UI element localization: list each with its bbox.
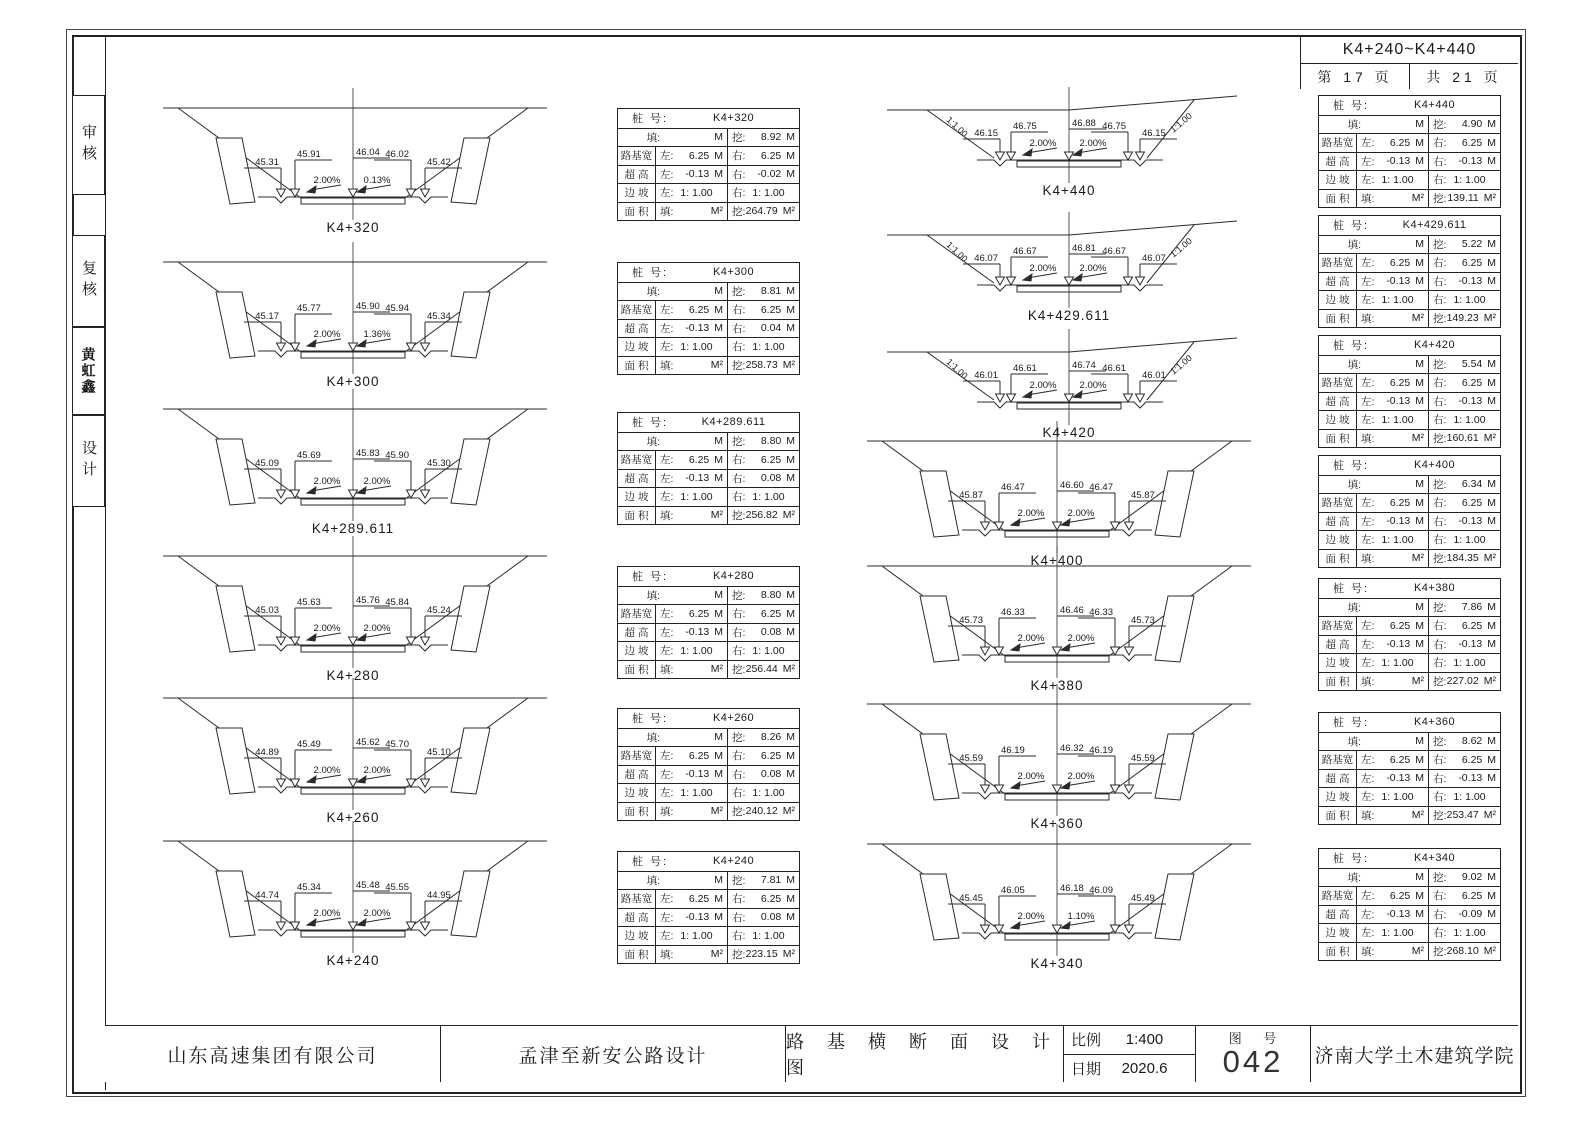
section-table-k4-289.611 xyxy=(617,412,800,525)
scale-label: 比例 xyxy=(1071,1032,1102,1050)
svg-text:45.10: 45.10 xyxy=(427,747,451,758)
section-table-k4-320 xyxy=(617,108,800,221)
row-station: 桩 号: K4+420 xyxy=(1333,339,1456,353)
date-value: 2020.6 xyxy=(1121,1059,1168,1077)
svg-text:K4+280: K4+280 xyxy=(326,668,380,683)
row-area: 面 积 填: M² 挖: 184.35 M² xyxy=(1319,549,1500,568)
row-side-slope: 边 坡 左: 1: 1.00 右: 1: 1.00 xyxy=(618,641,799,660)
svg-text:2.00%: 2.00% xyxy=(1029,138,1057,149)
svg-text:46.46: 46.46 xyxy=(1060,605,1084,616)
svg-text:46.75: 46.75 xyxy=(1102,121,1126,132)
svg-text:45.73: 45.73 xyxy=(1131,615,1155,626)
row-roadbed-width: 路基宽 左: 6.25 M 右: 6.25 M xyxy=(618,450,799,469)
row-area: 面 积 填: M² 挖: 258.73 M² xyxy=(618,356,799,375)
svg-text:K4+320: K4+320 xyxy=(326,220,380,235)
row-roadbed-width: 路基宽 左: 6.25 M 右: 6.25 M xyxy=(618,746,799,765)
svg-text:46.09: 46.09 xyxy=(1089,885,1113,896)
svg-text:45.34: 45.34 xyxy=(297,882,321,893)
svg-text:46.33: 46.33 xyxy=(1001,607,1025,618)
row-superelevation: 超 高 左: -0.13 M 右: 0.08 M xyxy=(618,908,799,927)
svg-text:45.91: 45.91 xyxy=(297,149,321,160)
row-station: 桩 号: K4+360 xyxy=(1333,716,1456,730)
scale-value: 1:400 xyxy=(1125,1031,1164,1049)
page-number: 第 17 页 xyxy=(1317,68,1393,85)
svg-text:45.45: 45.45 xyxy=(959,893,983,904)
svg-text:46.32: 46.32 xyxy=(1060,743,1084,754)
svg-text:1:1.00: 1:1.00 xyxy=(1168,110,1194,135)
svg-text:2.00%: 2.00% xyxy=(1067,633,1095,644)
row-superelevation: 超 高 左: -0.13 M 右: 0.04 M xyxy=(618,319,799,338)
svg-text:2.00%: 2.00% xyxy=(1017,771,1045,782)
svg-text:45.34: 45.34 xyxy=(427,311,451,322)
row-station: 桩 号: K4+380 xyxy=(1333,582,1456,596)
svg-text:46.47: 46.47 xyxy=(1001,482,1025,493)
row-side-slope: 边 坡 左: 1: 1.00 右: 1: 1.00 xyxy=(618,337,799,356)
row-superelevation: 超 高 左: -0.13 M 右: 0.08 M xyxy=(618,623,799,642)
svg-text:46.04: 46.04 xyxy=(356,147,380,158)
row-area: 面 积 填: M² 挖: 227.02 M² xyxy=(1319,672,1500,691)
svg-text:46.19: 46.19 xyxy=(1001,745,1025,756)
svg-text:46.75: 46.75 xyxy=(1013,121,1037,132)
svg-text:45.90: 45.90 xyxy=(385,450,409,461)
row-side-slope: 边 坡 左: 1: 1.00 右: 1: 1.00 xyxy=(1319,290,1500,309)
svg-text:45.94: 45.94 xyxy=(385,303,409,314)
row-superelevation: 超 高 左: -0.13 M 右: -0.09 M xyxy=(1319,905,1500,924)
svg-text:46.47: 46.47 xyxy=(1089,482,1113,493)
svg-text:K4+440: K4+440 xyxy=(1042,183,1096,198)
cross-section-k4-320 xyxy=(158,86,553,238)
row-roadbed-width: 路基宽 左: 6.25 M 右: 6.25 M xyxy=(1319,750,1500,769)
svg-text:45.42: 45.42 xyxy=(427,157,451,168)
svg-text:45.69: 45.69 xyxy=(297,450,321,461)
svg-text:K4+380: K4+380 xyxy=(1030,678,1084,693)
row-fill-cut: 填: M 挖: 8.80 M xyxy=(618,432,799,451)
svg-text:45.03: 45.03 xyxy=(255,605,279,616)
row-station: 桩 号: K4+280 xyxy=(632,570,755,584)
svg-text:2.00%: 2.00% xyxy=(1017,508,1045,519)
row-fill-cut: 填: M 挖: 7.81 M xyxy=(618,871,799,890)
svg-text:K4+340: K4+340 xyxy=(1030,956,1084,971)
cross-section-k4-380 xyxy=(862,544,1257,696)
svg-text:2.00%: 2.00% xyxy=(1079,138,1107,149)
svg-text:46.02: 46.02 xyxy=(385,149,409,160)
page-total: 共 21 页 xyxy=(1409,64,1518,89)
svg-text:46.05: 46.05 xyxy=(1001,885,1025,896)
section-table-k4-340 xyxy=(1318,848,1501,961)
svg-text:45.48: 45.48 xyxy=(356,880,380,891)
row-superelevation: 超 高 左: -0.13 M 右: -0.13 M xyxy=(1319,152,1500,171)
row-side-slope: 边 坡 左: 1: 1.00 右: 1: 1.00 xyxy=(1319,410,1500,429)
row-fill-cut: 填: M 挖: 5.22 M xyxy=(1319,235,1500,254)
svg-text:44.95: 44.95 xyxy=(427,890,451,901)
svg-text:45.49: 45.49 xyxy=(1131,893,1155,904)
svg-text:45.62: 45.62 xyxy=(356,737,380,748)
svg-text:K4+429.611: K4+429.611 xyxy=(1027,308,1111,323)
row-station: 桩 号: K4+440 xyxy=(1333,99,1456,113)
row-station: 桩 号: K4+289.611 xyxy=(632,416,766,430)
row-fill-cut: 填: M 挖: 7.86 M xyxy=(1319,598,1500,617)
binding-margin-line xyxy=(105,35,106,1090)
svg-text:2.00%: 2.00% xyxy=(313,765,341,776)
row-fill-cut: 填: M 挖: 8.62 M xyxy=(1319,732,1500,751)
svg-text:46.88: 46.88 xyxy=(1072,118,1096,129)
sidebar-label: 复核 xyxy=(80,260,97,302)
svg-text:45.59: 45.59 xyxy=(1131,753,1155,764)
svg-text:K4+260: K4+260 xyxy=(326,810,380,825)
section-table-k4-300 xyxy=(617,262,800,375)
svg-text:45.17: 45.17 xyxy=(255,311,279,322)
row-superelevation: 超 高 左: -0.13 M 右: -0.13 M xyxy=(1319,635,1500,654)
svg-text:1:1.00: 1:1.00 xyxy=(944,114,970,139)
svg-text:45.49: 45.49 xyxy=(297,739,321,750)
row-roadbed-width: 路基宽 左: 6.25 M 右: 6.25 M xyxy=(618,889,799,908)
svg-text:46.15: 46.15 xyxy=(974,128,998,139)
scale-date-cell xyxy=(1063,1026,1195,1082)
svg-text:45.84: 45.84 xyxy=(385,597,409,608)
svg-text:46.67: 46.67 xyxy=(1102,246,1126,257)
svg-text:44.89: 44.89 xyxy=(255,747,279,758)
svg-text:K4+360: K4+360 xyxy=(1030,816,1084,831)
row-station: 桩 号: K4+320 xyxy=(632,112,755,126)
sidebar-label: 审核 xyxy=(80,124,97,166)
row-roadbed-width: 路基宽 左: 6.25 M 右: 6.25 M xyxy=(1319,253,1500,272)
sidebar-box-2 xyxy=(72,235,105,327)
svg-text:45.09: 45.09 xyxy=(255,458,279,469)
row-fill-cut: 填: M 挖: 4.90 M xyxy=(1319,115,1500,134)
section-table-k4-400 xyxy=(1318,455,1501,568)
row-station: 桩 号: K4+300 xyxy=(632,266,755,280)
row-fill-cut: 填: M 挖: 8.92 M xyxy=(618,128,799,147)
svg-text:2.00%: 2.00% xyxy=(313,623,341,634)
section-table-k4-260 xyxy=(617,708,800,821)
row-area: 面 积 填: M² 挖: 264.79 M² xyxy=(618,202,799,221)
svg-text:46.18: 46.18 xyxy=(1060,883,1084,894)
company-name: 山东高速集团有限公司 xyxy=(167,1045,378,1067)
section-table-k4-429.611 xyxy=(1318,215,1501,328)
svg-text:2.00%: 2.00% xyxy=(363,623,391,634)
svg-text:45.90: 45.90 xyxy=(356,301,380,312)
svg-text:2.00%: 2.00% xyxy=(313,908,341,919)
row-roadbed-width: 路基宽 左: 6.25 M 右: 6.25 M xyxy=(618,146,799,165)
svg-text:1.36%: 1.36% xyxy=(363,329,391,340)
svg-text:2.00%: 2.00% xyxy=(363,908,391,919)
project-name: 孟津至新安公路设计 xyxy=(440,1026,785,1082)
svg-text:46.81: 46.81 xyxy=(1072,243,1096,254)
row-superelevation: 超 高 左: -0.13 M 右: 0.08 M xyxy=(618,469,799,488)
svg-text:45.87: 45.87 xyxy=(959,490,983,501)
sheet-number-cell xyxy=(1195,1026,1310,1082)
sidebar-label: 设计 xyxy=(80,440,97,482)
row-roadbed-width: 路基宽 左: 6.25 M 右: 6.25 M xyxy=(1319,616,1500,635)
svg-text:2.00%: 2.00% xyxy=(1029,380,1057,391)
svg-text:46.01: 46.01 xyxy=(1142,370,1166,381)
svg-text:2.00%: 2.00% xyxy=(313,175,341,186)
row-roadbed-width: 路基宽 左: 6.25 M 右: 6.25 M xyxy=(618,604,799,623)
svg-text:45.83: 45.83 xyxy=(356,448,380,459)
sidebar-box-3 xyxy=(72,327,105,415)
row-superelevation: 超 高 左: -0.13 M 右: -0.13 M xyxy=(1319,272,1500,291)
cross-section-k4-260 xyxy=(158,676,553,828)
row-roadbed-width: 路基宽 左: 6.25 M 右: 6.25 M xyxy=(1319,133,1500,152)
row-fill-cut: 填: M 挖: 6.34 M xyxy=(1319,475,1500,494)
row-superelevation: 超 高 左: -0.13 M 右: -0.02 M xyxy=(618,165,799,184)
section-table-k4-240 xyxy=(617,851,800,964)
svg-text:2.00%: 2.00% xyxy=(1067,508,1095,519)
cross-section-k4-360 xyxy=(862,682,1257,834)
svg-text:46.61: 46.61 xyxy=(1102,363,1126,374)
row-superelevation: 超 高 左: -0.13 M 右: -0.13 M xyxy=(1319,512,1500,531)
svg-text:46.15: 46.15 xyxy=(1142,128,1166,139)
row-side-slope: 边 坡 左: 1: 1.00 右: 1: 1.00 xyxy=(1319,653,1500,672)
svg-text:K4+300: K4+300 xyxy=(326,374,380,389)
date-label: 日期 xyxy=(1071,1060,1102,1078)
scale-row xyxy=(1064,1026,1195,1054)
svg-text:46.19: 46.19 xyxy=(1089,745,1113,756)
section-table-k4-420 xyxy=(1318,335,1501,448)
page-indicator xyxy=(1301,64,1518,89)
svg-text:45.24: 45.24 xyxy=(427,605,451,616)
svg-text:2.00%: 2.00% xyxy=(1079,263,1107,274)
row-station: 桩 号: K4+429.611 xyxy=(1333,219,1467,233)
svg-text:45.77: 45.77 xyxy=(297,303,321,314)
row-area: 面 积 填: M² 挖: 149.23 M² xyxy=(1319,309,1500,328)
row-fill-cut: 填: M 挖: 9.02 M xyxy=(1319,868,1500,887)
section-table-k4-380 xyxy=(1318,578,1501,691)
row-side-slope: 边 坡 左: 1: 1.00 右: 1: 1.00 xyxy=(618,487,799,506)
svg-text:2.00%: 2.00% xyxy=(313,476,341,487)
svg-text:2.00%: 2.00% xyxy=(363,476,391,487)
svg-text:1:1.00: 1:1.00 xyxy=(944,356,970,381)
cross-section-k4-340 xyxy=(862,822,1257,974)
row-side-slope: 边 坡 左: 1: 1.00 右: 1: 1.00 xyxy=(1319,923,1500,942)
svg-text:46.61: 46.61 xyxy=(1013,363,1037,374)
svg-text:2.00%: 2.00% xyxy=(1017,633,1045,644)
row-fill-cut: 填: M 挖: 8.80 M xyxy=(618,586,799,605)
row-area: 面 积 填: M² 挖: 253.47 M² xyxy=(1319,806,1500,825)
section-table-k4-280 xyxy=(617,566,800,679)
row-station: 桩 号: K4+260 xyxy=(632,712,755,726)
svg-text:K4+400: K4+400 xyxy=(1030,553,1084,568)
svg-text:45.30: 45.30 xyxy=(427,458,451,469)
svg-text:2.00%: 2.00% xyxy=(1079,380,1107,391)
row-side-slope: 边 坡 左: 1: 1.00 右: 1: 1.00 xyxy=(618,183,799,202)
sheet-number-value: 042 xyxy=(1222,1043,1284,1079)
svg-text:46.07: 46.07 xyxy=(1142,253,1166,264)
svg-text:K4+240: K4+240 xyxy=(326,953,380,968)
row-side-slope: 边 坡 左: 1: 1.00 右: 1: 1.00 xyxy=(1319,170,1500,189)
svg-text:1:1.00: 1:1.00 xyxy=(1168,235,1194,260)
svg-text:K4+420: K4+420 xyxy=(1042,425,1096,440)
row-side-slope: 边 坡 左: 1: 1.00 右: 1: 1.00 xyxy=(618,926,799,945)
title-block xyxy=(105,1025,1518,1082)
svg-text:2.00%: 2.00% xyxy=(1067,771,1095,782)
row-superelevation: 超 高 左: -0.13 M 右: -0.13 M xyxy=(1319,392,1500,411)
row-roadbed-width: 路基宽 左: 6.25 M 右: 6.25 M xyxy=(1319,886,1500,905)
cross-section-k4-300 xyxy=(158,240,553,392)
svg-text:46.07: 46.07 xyxy=(974,253,998,264)
cross-section-k4-429.611 xyxy=(885,210,1255,328)
svg-text:44.74: 44.74 xyxy=(255,890,279,901)
row-side-slope: 边 坡 左: 1: 1.00 右: 1: 1.00 xyxy=(618,783,799,802)
svg-text:45.31: 45.31 xyxy=(255,157,279,168)
row-side-slope: 边 坡 左: 1: 1.00 右: 1: 1.00 xyxy=(1319,787,1500,806)
section-table-k4-360 xyxy=(1318,712,1501,825)
sidebar-box-1 xyxy=(72,95,105,195)
institute-name: 济南大学土木建筑学院 xyxy=(1310,1026,1518,1082)
svg-text:45.76: 45.76 xyxy=(356,595,380,606)
svg-text:2.00%: 2.00% xyxy=(1029,263,1057,274)
svg-text:45.55: 45.55 xyxy=(385,882,409,893)
svg-text:0.13%: 0.13% xyxy=(363,175,391,186)
row-area: 面 积 填: M² 挖: 240.12 M² xyxy=(618,802,799,821)
cross-section-k4-240 xyxy=(158,819,553,971)
station-range: K4+240~K4+440 xyxy=(1301,37,1518,64)
row-area: 面 积 填: M² 挖: 256.82 M² xyxy=(618,506,799,525)
svg-text:1:1.00: 1:1.00 xyxy=(1168,352,1194,377)
row-roadbed-width: 路基宽 左: 6.25 M 右: 6.25 M xyxy=(1319,493,1500,512)
row-area: 面 积 填: M² 挖: 268.10 M² xyxy=(1319,942,1500,961)
svg-text:1.10%: 1.10% xyxy=(1067,911,1095,922)
date-row xyxy=(1064,1054,1195,1083)
row-area: 面 积 填: M² 挖: 256.44 M² xyxy=(618,660,799,679)
svg-text:45.63: 45.63 xyxy=(297,597,321,608)
row-fill-cut: 填: M 挖: 5.54 M xyxy=(1319,355,1500,374)
svg-text:46.60: 46.60 xyxy=(1060,480,1084,491)
row-roadbed-width: 路基宽 左: 6.25 M 右: 6.25 M xyxy=(618,300,799,319)
row-area: 面 积 填: M² 挖: 223.15 M² xyxy=(618,945,799,964)
sheet-number-label: 图 号 xyxy=(1228,1030,1286,1046)
row-area: 面 积 填: M² 挖: 160.61 M² xyxy=(1319,429,1500,448)
svg-text:2.00%: 2.00% xyxy=(1017,911,1045,922)
row-fill-cut: 填: M 挖: 8.26 M xyxy=(618,728,799,747)
sheet-index-box xyxy=(1300,37,1518,89)
svg-text:46.33: 46.33 xyxy=(1089,607,1113,618)
cross-section-k4-289.611 xyxy=(158,387,553,539)
cross-section-k4-440 xyxy=(885,85,1255,203)
drawing-title: 路 基 横 断 面 设 计 图 xyxy=(785,1026,1063,1082)
svg-text:46.67: 46.67 xyxy=(1013,246,1037,257)
svg-text:45.73: 45.73 xyxy=(959,615,983,626)
row-side-slope: 边 坡 左: 1: 1.00 右: 1: 1.00 xyxy=(1319,530,1500,549)
row-station: 桩 号: K4+340 xyxy=(1333,852,1456,866)
row-roadbed-width: 路基宽 左: 6.25 M 右: 6.25 M xyxy=(1319,373,1500,392)
svg-text:45.70: 45.70 xyxy=(385,739,409,750)
sidebar-box-4 xyxy=(72,415,105,507)
svg-text:2.00%: 2.00% xyxy=(313,329,341,340)
row-station: 桩 号: K4+240 xyxy=(632,855,755,869)
cross-section-k4-280 xyxy=(158,534,553,686)
row-station: 桩 号: K4+400 xyxy=(1333,459,1456,473)
svg-text:45.87: 45.87 xyxy=(1131,490,1155,501)
svg-text:K4+289.611: K4+289.611 xyxy=(311,521,395,536)
svg-text:1:1.00: 1:1.00 xyxy=(944,239,970,264)
svg-text:2.00%: 2.00% xyxy=(363,765,391,776)
svg-text:45.59: 45.59 xyxy=(959,753,983,764)
row-superelevation: 超 高 左: -0.13 M 右: -0.13 M xyxy=(1319,769,1500,788)
section-table-k4-440 xyxy=(1318,95,1501,208)
row-area: 面 积 填: M² 挖: 139.11 M² xyxy=(1319,189,1500,208)
row-superelevation: 超 高 左: -0.13 M 右: 0.08 M xyxy=(618,765,799,784)
sidebar-label: 黄虹鑫 xyxy=(80,347,97,395)
row-fill-cut: 填: M 挖: 8.81 M xyxy=(618,282,799,301)
svg-text:46.01: 46.01 xyxy=(974,370,998,381)
svg-text:46.74: 46.74 xyxy=(1072,360,1096,371)
